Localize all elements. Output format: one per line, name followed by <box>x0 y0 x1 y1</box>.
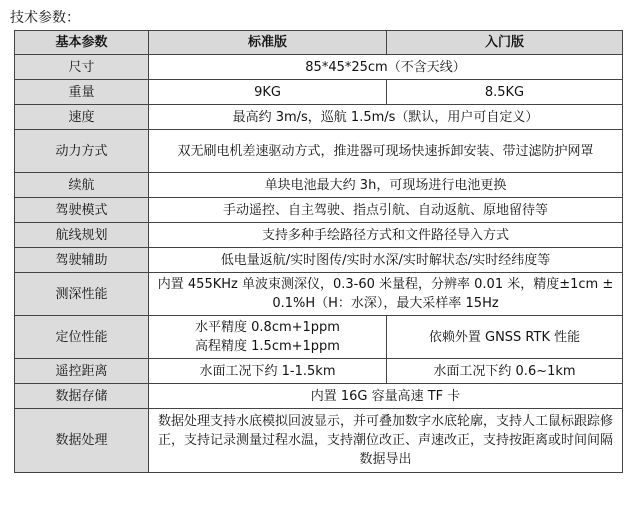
row-value: 双无刷电机差速驱动方式，推进器可现场快速拆卸安装、带过滤防护网罩 <box>149 130 623 173</box>
table-row <box>15 409 623 473</box>
row-value: 85*45*25cm（不含天线） <box>149 55 623 80</box>
table-row <box>15 130 623 173</box>
table-header-row <box>15 31 623 55</box>
row-value: 数据处理支持水底模拟回波显示，并可叠加数字水底轮廓，支持人工鼠标跟踪修正，支持记录测量过程水温，支持潮位改正、声速改正，支持按距离或时间间隔数据导出 <box>149 409 623 473</box>
table-row <box>15 316 623 359</box>
position-vertical: 高程精度 1.5cm+1ppm <box>195 339 340 354</box>
row-value-entry: 8.5KG <box>387 80 623 105</box>
table-row <box>15 198 623 223</box>
row-label: 重量 <box>15 80 149 105</box>
row-label: 速度 <box>15 105 149 130</box>
row-value-standard: 9KG <box>149 80 387 105</box>
row-value: 支持多种手绘路径方式和文件路径导入方式 <box>149 223 623 248</box>
row-label: 遥控距离 <box>15 359 149 384</box>
row-label: 驾驶辅助 <box>15 248 149 273</box>
row-label: 尺寸 <box>15 55 149 80</box>
row-value-standard <box>149 316 387 359</box>
header-entry: 入门版 <box>387 31 623 55</box>
row-label: 航线规划 <box>15 223 149 248</box>
position-horizontal: 水平精度 0.8cm+1ppm <box>195 320 340 335</box>
row-label: 续航 <box>15 173 149 198</box>
row-label: 定位性能 <box>15 316 149 359</box>
row-value: 内置 455KHz 单波束测深仪，0.3-60 米量程，分辨率 0.01 米，精度±1cm ± 0.1%H（H：水深），最大采样率 15Hz <box>149 273 623 316</box>
row-label: 测深性能 <box>15 273 149 316</box>
row-label: 驾驶模式 <box>15 198 149 223</box>
table-row <box>15 273 623 316</box>
spec-table <box>14 30 623 473</box>
table-row <box>15 105 623 130</box>
table-row <box>15 173 623 198</box>
table-row <box>15 80 623 105</box>
row-value: 低电量返航/实时图传/实时水深/实时解状态/实时经纬度等 <box>149 248 623 273</box>
row-value-entry: 水面工况下约 0.6~1km <box>387 359 623 384</box>
table-row <box>15 359 623 384</box>
table-row <box>15 248 623 273</box>
header-standard: 标准版 <box>149 31 387 55</box>
header-param: 基本参数 <box>15 31 149 55</box>
table-row <box>15 55 623 80</box>
row-value-standard: 水面工况下约 1-1.5km <box>149 359 387 384</box>
row-value-entry: 依赖外置 GNSS RTK 性能 <box>387 316 623 359</box>
row-value: 单块电池最大约 3h，可现场进行电池更换 <box>149 173 623 198</box>
row-label: 动力方式 <box>15 130 149 173</box>
row-value: 手动遥控、自主驾驶、指点引航、自动返航、原地留待等 <box>149 198 623 223</box>
row-value: 最高约 3m/s，巡航 1.5m/s（默认，用户可自定义） <box>149 105 623 130</box>
table-row <box>15 384 623 409</box>
row-label: 数据存储 <box>15 384 149 409</box>
table-row <box>15 223 623 248</box>
row-label: 数据处理 <box>15 409 149 473</box>
section-caption: 技术参数： <box>10 10 80 26</box>
row-value: 内置 16G 容量高速 TF 卡 <box>149 384 623 409</box>
